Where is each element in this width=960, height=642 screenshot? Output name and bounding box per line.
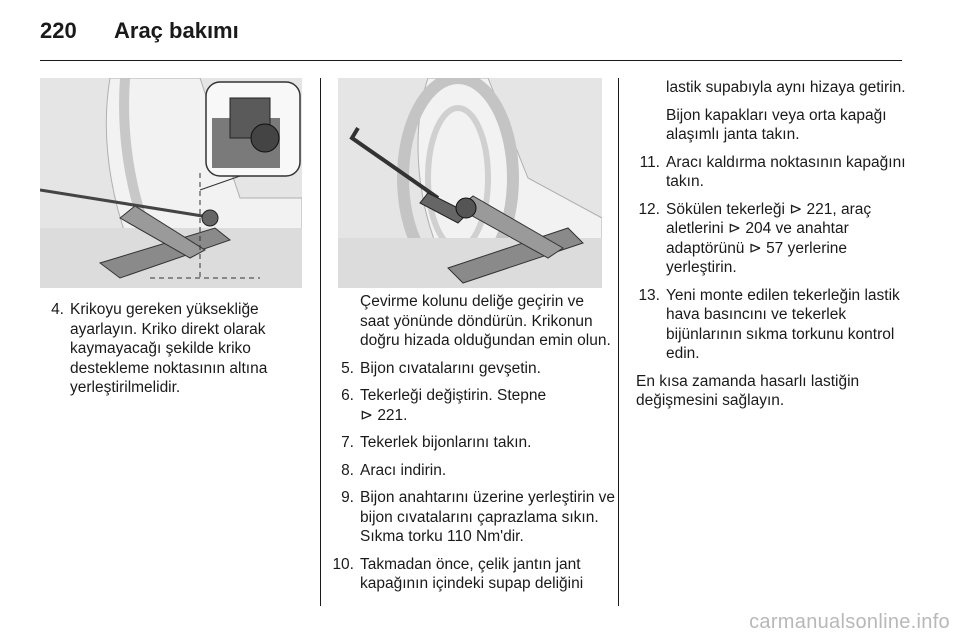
- step-number: 7.: [341, 434, 354, 451]
- step-text: Tekerleği değiştirin. Stepne: [360, 387, 547, 404]
- step-6: [330, 386, 616, 425]
- column-divider: [618, 78, 619, 606]
- step-9: [330, 488, 616, 547]
- page-reference-link[interactable]: 221.: [377, 406, 408, 424]
- step-number: 10.: [332, 555, 354, 573]
- step-12: [636, 200, 908, 278]
- crank-drawing: [338, 78, 602, 288]
- reference-arrow-icon[interactable]: ⊳: [789, 200, 803, 218]
- step-13: [636, 286, 908, 364]
- step-number: 12.: [638, 200, 660, 218]
- crank-instruction: Çevirme kolunu deliğe geçirin ve saat yönünde döndürün. Krikonun doğru hizada olduğundan emin olun.: [360, 293, 611, 349]
- step-number: 9.: [341, 489, 354, 506]
- step-text: Bijon cıvatalarını gevşetin.: [360, 359, 541, 377]
- page-number: 220: [40, 18, 77, 43]
- wheel-cover-note: Bijon kapakları veya orta kapağı alaşımlı janta takın.: [666, 106, 887, 143]
- step-7: [330, 433, 616, 453]
- step-text: Krikoyu gereken yüksekliğe ayarlayın. Kriko direkt olarak kaymayacağı şekilde kriko destekleme noktasının altına yerleştirilmelidir.: [70, 301, 268, 396]
- step-text: Takmadan önce, çelik jantın jant kapağının içindeki supap deliğini: [360, 555, 584, 592]
- step-4: [40, 300, 316, 398]
- column-divider: [320, 78, 321, 606]
- step-text: Tekerlek bijonlarını takın.: [360, 434, 532, 451]
- column-1: [40, 300, 316, 398]
- reference-arrow-icon[interactable]: ⊳: [360, 406, 373, 424]
- step-number: 11.: [639, 153, 660, 171]
- step-text: Bijon anahtarını üzerine yerleştirin ve bijon cıvatalarını çaprazlama sıkın. Sıkma torku 110 Nm'dir.: [360, 489, 616, 545]
- column-3: [636, 78, 908, 411]
- page-reference-link[interactable]: 204 ve anahtar adaptörünü: [666, 220, 849, 257]
- reference-arrow-icon[interactable]: ⊳: [748, 239, 762, 257]
- crank-handle-illustration: [338, 78, 602, 288]
- step-number: 4.: [51, 301, 64, 318]
- page-title: Araç bakımı: [114, 18, 239, 43]
- jack-drawing: [40, 78, 302, 288]
- step-text: Sökülen tekerleği: [666, 200, 785, 218]
- page-header: [40, 18, 239, 44]
- page-reference-link[interactable]: 221, araç aletlerini: [666, 200, 872, 237]
- step-text: Aracı kaldırma noktasının kapağını takın.: [666, 153, 906, 190]
- step-number: 5.: [341, 359, 354, 377]
- step-10: [330, 555, 616, 594]
- page-reference-link[interactable]: 57 yerlerine yerleştirin.: [666, 239, 848, 276]
- step-8: [330, 461, 616, 481]
- step-number: 8.: [341, 461, 354, 479]
- column-2: [330, 292, 616, 594]
- header-rule: [40, 60, 902, 61]
- reference-arrow-icon[interactable]: ⊳: [728, 220, 742, 237]
- jack-placement-illustration: [40, 78, 302, 288]
- step-11: [636, 153, 908, 192]
- step-5: [330, 359, 616, 379]
- watermark: carmanualsonline.info: [749, 611, 950, 633]
- closing-note: En kısa zamanda hasarlı lastiğin değişmesini sağlayın.: [636, 372, 860, 409]
- step-10-continuation: lastik supabıyla aynı hizaya getirin.: [666, 79, 906, 96]
- step-text: Aracı indirin.: [360, 461, 447, 479]
- step-number: 6.: [341, 387, 354, 404]
- step-text: Yeni monte edilen tekerleğin lastik hava basıncını ve tekerlek bijünlarının sıkma torkunu kontrol edin.: [666, 286, 900, 362]
- step-number: 13.: [638, 286, 660, 304]
